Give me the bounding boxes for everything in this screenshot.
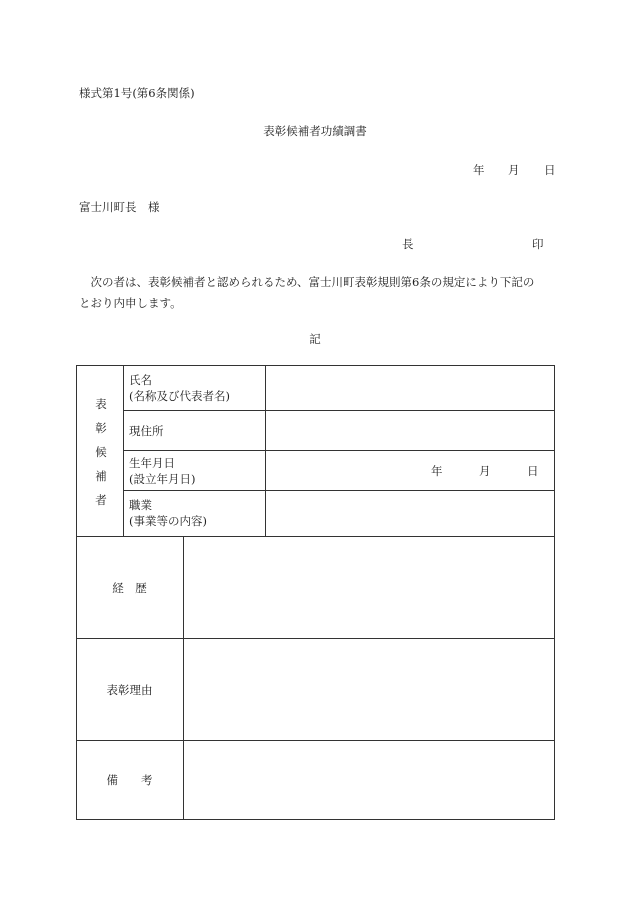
table-border-top	[76, 365, 555, 366]
seal-label: 印	[532, 237, 544, 251]
body-text-line-1: 次の者は、表彰候補者と認められるため、富士川町表彰規則第6条の規定により下記の	[79, 275, 535, 289]
candidate-label-char: 補	[95, 469, 107, 483]
occupation-label: 職業 (事業等の内容)	[129, 498, 207, 528]
row-divider	[123, 450, 555, 451]
chief-label: 長	[402, 237, 414, 251]
birth-year-label: 年	[431, 464, 443, 478]
addressee: 富士川町長 様	[79, 200, 160, 214]
row-divider	[123, 490, 555, 491]
date-day-label: 日	[544, 163, 556, 177]
candidate-label-char: 表	[95, 397, 107, 411]
address-label: 現住所	[129, 424, 164, 438]
candidate-label-char: 彰	[95, 421, 107, 435]
document-title: 表彰候補者功績調書	[263, 124, 367, 138]
name-label: 氏名 (名称及び代表者名)	[129, 373, 230, 403]
table-border-right	[554, 365, 555, 820]
date-month-label: 月	[508, 163, 520, 177]
section-divider	[76, 536, 555, 537]
section-divider	[76, 638, 555, 639]
history-label: 経 歴	[112, 581, 147, 595]
section-divider	[76, 740, 555, 741]
section-label-divider	[183, 536, 184, 820]
birth-day-label: 日	[527, 464, 539, 478]
candidate-label-char: 者	[95, 493, 107, 507]
date-year-label: 年	[473, 163, 485, 177]
reason-label: 表彰理由	[106, 683, 153, 697]
birth-month-label: 月	[479, 464, 491, 478]
birth-date-label: 生年月日 (設立年月日)	[129, 456, 196, 486]
form-number: 様式第1号(第6条関係)	[79, 86, 195, 100]
body-text-line-2: とおり内申します。	[79, 296, 182, 310]
row-divider	[123, 410, 555, 411]
remarks-label: 備 考	[106, 773, 153, 787]
table-border-bottom	[76, 819, 555, 820]
record-mark: 記	[309, 332, 321, 346]
candidate-label-char: 候	[95, 445, 107, 459]
